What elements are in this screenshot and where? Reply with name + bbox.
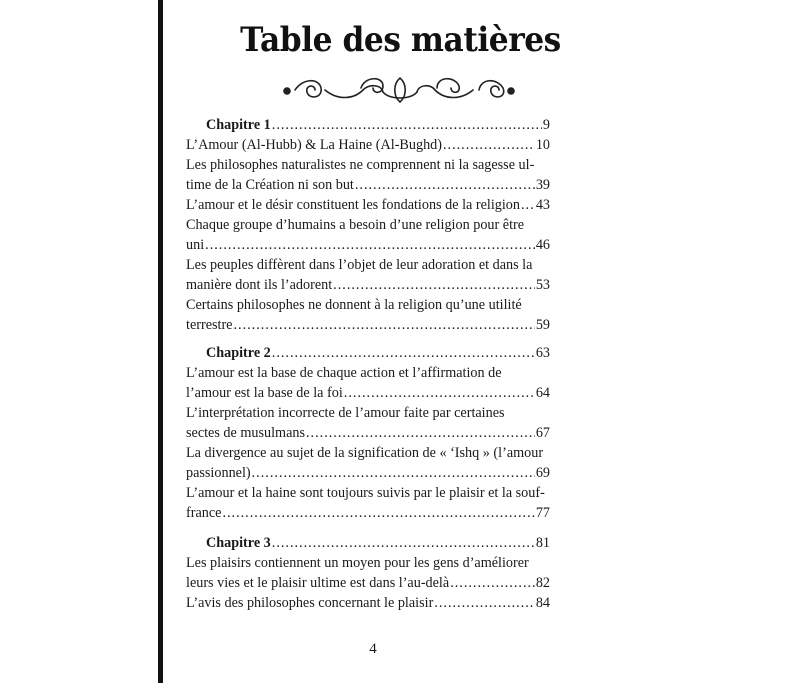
page-number: 82 [535,575,550,591]
dot-leader [272,343,535,363]
chapter-label: Chapitre 3 [206,535,271,551]
toc-chapter-3[interactable] [186,533,550,553]
dot-leader [443,135,535,155]
page-number: 63 [535,345,550,361]
dot-leader [222,503,534,523]
dot-leader [333,275,535,295]
dot-leader [205,235,535,255]
page-number: 81 [535,535,550,551]
toc-chapter-1[interactable] [186,115,550,135]
entry-text: manière dont ils l’adorent [186,277,333,293]
page-number: 59 [535,317,550,333]
dot-leader [434,593,535,613]
dot-leader [344,383,535,403]
dot-leader [450,573,535,593]
toc-entry[interactable] [186,593,550,613]
toc-entry-line[interactable]: L’amour et la haine sont toujours suivis par le plaisir et la souf- [186,485,545,501]
dot-leader [272,533,535,553]
book-page [163,0,638,683]
toc-entry-line[interactable]: L’amour est la base de chaque action et l’affirmation de [186,365,502,381]
dot-leader [355,175,535,195]
page-number: 84 [535,595,550,611]
toc-entry-line[interactable]: Les plaisirs contiennent un moyen pour les gens d’améliorer [186,555,529,571]
entry-text: sectes de musulmans [186,425,305,441]
page-number: 69 [535,465,550,481]
entry-text: L’amour et le désir constituent les fondations de la religion [186,197,520,213]
toc-entry[interactable] [186,275,550,295]
page-number: 46 [535,237,550,253]
toc-entry[interactable] [186,175,550,195]
footer-page-number: 4 [369,641,377,657]
page-number: 39 [535,177,550,193]
chapter-label: Chapitre 1 [206,117,271,133]
toc-entry-line[interactable]: La divergence au sujet de la signification de « ‘Ishq » (l’amour [186,445,544,461]
page-number: 64 [535,385,550,401]
dot-leader [306,423,535,443]
entry-text: time de la Création ni son but [186,177,354,193]
toc-entry[interactable] [186,423,550,443]
page-number: 77 [535,505,550,521]
toc-entry[interactable] [186,195,550,215]
dot-leader [521,195,535,215]
toc-chapter-2[interactable] [186,343,550,363]
toc-entry[interactable] [186,135,550,155]
toc-entry[interactable] [186,383,550,403]
chapter-label: Chapitre 2 [206,345,271,361]
toc-entry[interactable] [186,503,550,523]
entry-text: L’Amour (Al-Hubb) & La Haine (Al-Bughd) [186,137,442,153]
page-number: 9 [542,117,550,133]
toc-entry-line[interactable]: Chaque groupe d’humains a besoin d’une religion pour être [186,217,525,233]
toc-entry[interactable] [186,235,550,255]
toc-entry-line[interactable]: L’interprétation incorrecte de l’amour faite par certaines [186,405,505,421]
entry-text: leurs vies et le plaisir ultime est dans l’au-delà [186,575,450,591]
toc-entry-line[interactable]: Certains philosophes ne donnent à la religion qu’une utilité [186,297,522,313]
entry-text: l’amour est la base de la foi [186,385,343,401]
toc-entry[interactable] [186,463,550,483]
dot-leader [233,315,534,335]
ornament-divider-icon [265,70,535,110]
page-number: 67 [535,425,550,441]
entry-text: france [186,505,222,521]
toc-entry[interactable] [186,573,550,593]
entry-text: L’avis des philosophes concernant le plaisir [186,595,434,611]
entry-text: terrestre [186,317,233,333]
page-number: 43 [535,197,550,213]
toc-entry-line[interactable]: Les peuples diffèrent dans l’objet de leur adoration et dans la [186,257,533,273]
entry-text: uni [186,237,205,253]
toc-entry[interactable] [186,315,550,335]
page-number: 10 [535,137,550,153]
entry-text: passionnel) [186,465,251,481]
toc-entry-line[interactable]: Les philosophes naturalistes ne comprennent ni la sagesse ul- [186,157,535,173]
page-title: Table des matières [240,20,561,60]
page-number: 53 [535,277,550,293]
dot-leader [252,463,535,483]
dot-leader [272,115,542,135]
